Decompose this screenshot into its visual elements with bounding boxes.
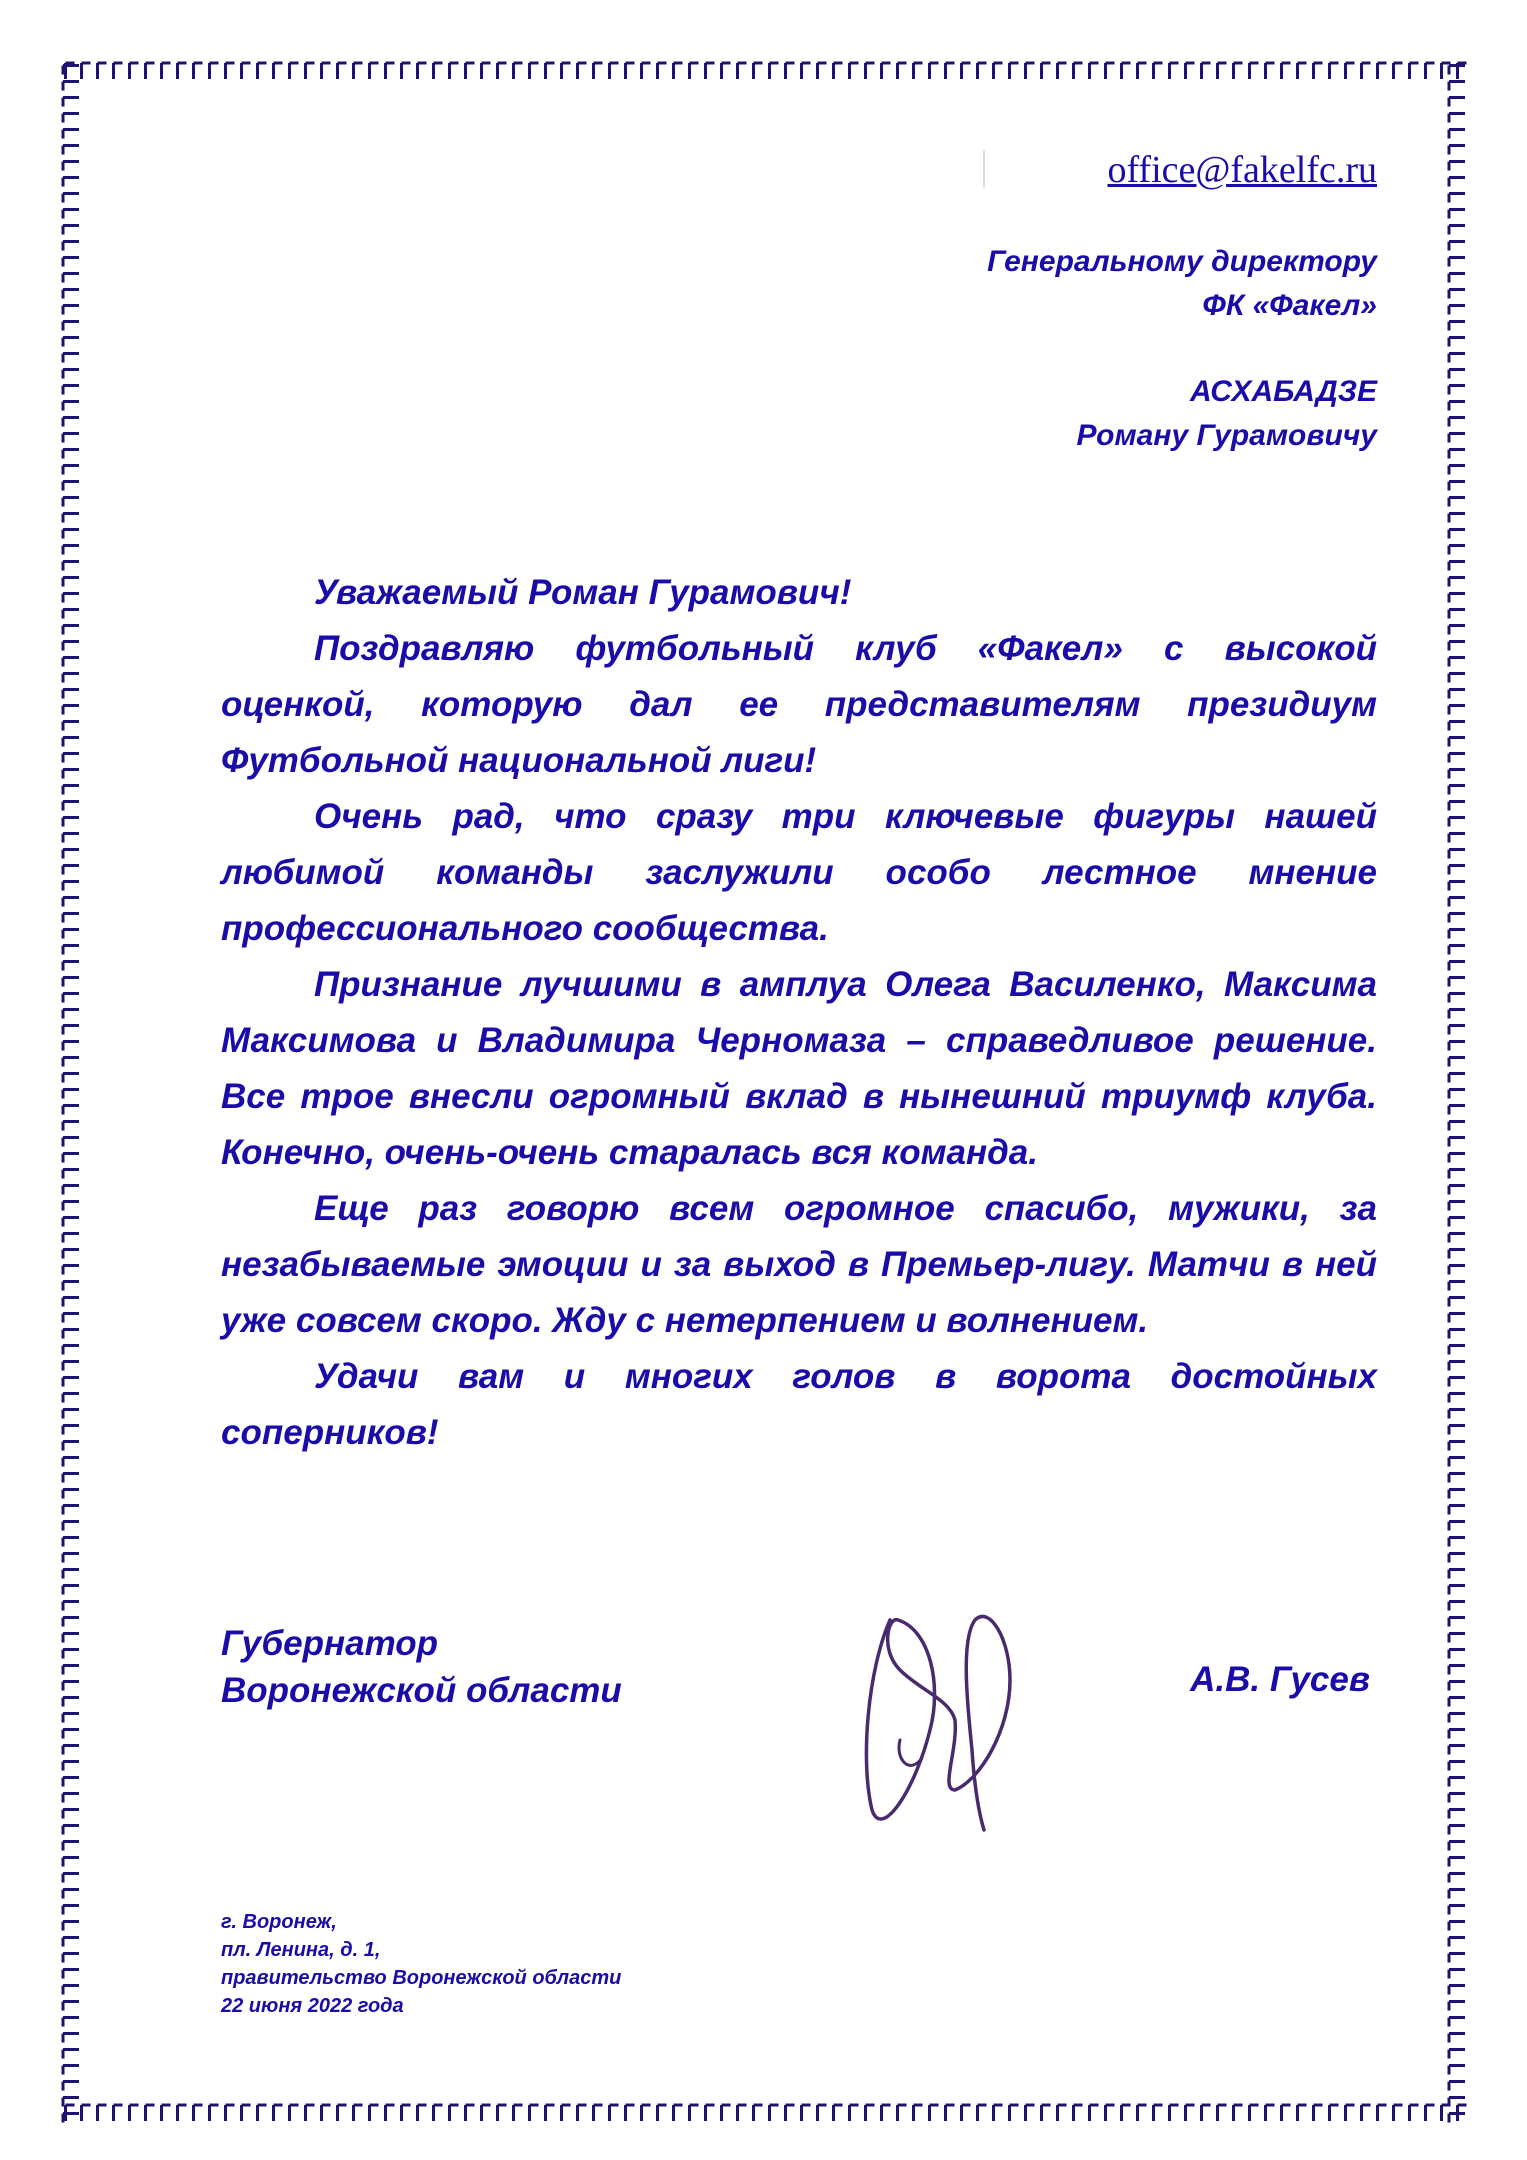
addressee-position: Генеральному директору bbox=[987, 245, 1377, 278]
signer-title-line: Воронежской области bbox=[221, 1671, 622, 1710]
signer-title bbox=[221, 1620, 622, 1714]
letter-body bbox=[221, 565, 1377, 1461]
addressee-block bbox=[677, 240, 1377, 458]
addressee-surname: АСХАБАДЗЕ bbox=[1190, 375, 1377, 408]
signer-name: А.В. Гусев bbox=[1190, 1660, 1370, 1699]
addressee-name: Роману Гурамовичу bbox=[1076, 419, 1377, 452]
letter-paragraph: Признание лучшими в амплуа Олега Василенко, Максима Максимова и Владимира Черномаза – справедливое решение. Все трое внесли огромный вклад в нынешний триумф клуба. Конечно, очень-очень старалась вся команда. bbox=[221, 965, 1377, 1172]
letter-paragraph: Еще раз говорю всем огромное спасибо, мужики, за незабываемые эмоции и за выход в Премьер-лигу. Матчи в ней уже совсем скоро. Жду с нетерпением и волнением. bbox=[221, 1189, 1377, 1340]
handwritten-signature bbox=[860, 1590, 1030, 1840]
footer-organization: правительство Воронежской области bbox=[221, 1967, 622, 1989]
letter-salutation: Уважаемый Роман Гурамович! bbox=[314, 573, 852, 612]
addressee-spacer bbox=[677, 328, 1377, 370]
footer-city: г. Воронеж, bbox=[221, 1911, 337, 1933]
signer-title-line: Губернатор bbox=[221, 1624, 439, 1663]
letter-paragraph: Удачи вам и многих голов в ворота достойных соперников! bbox=[221, 1357, 1377, 1452]
footer-date: 22 июня 2022 года bbox=[221, 1995, 404, 2017]
footer-address: пл. Ленина, д. 1, bbox=[221, 1939, 381, 1961]
footer-address-block bbox=[221, 1908, 621, 2020]
email-link[interactable]: office@fakelfc.ru bbox=[1107, 149, 1377, 191]
letter-paragraph: Поздравляю футбольный клуб «Факел» с высокой оценкой, которую дал ее представителям президиум Футбольной национальной лиги! bbox=[221, 629, 1377, 780]
addressee-organization: ФК «Факел» bbox=[1202, 289, 1377, 322]
letter-paragraph: Очень рад, что сразу три ключевые фигуры нашей любимой команды заслужили особо лестное мнение профессионального сообщества. bbox=[221, 797, 1377, 948]
scan-artifact bbox=[983, 150, 985, 188]
